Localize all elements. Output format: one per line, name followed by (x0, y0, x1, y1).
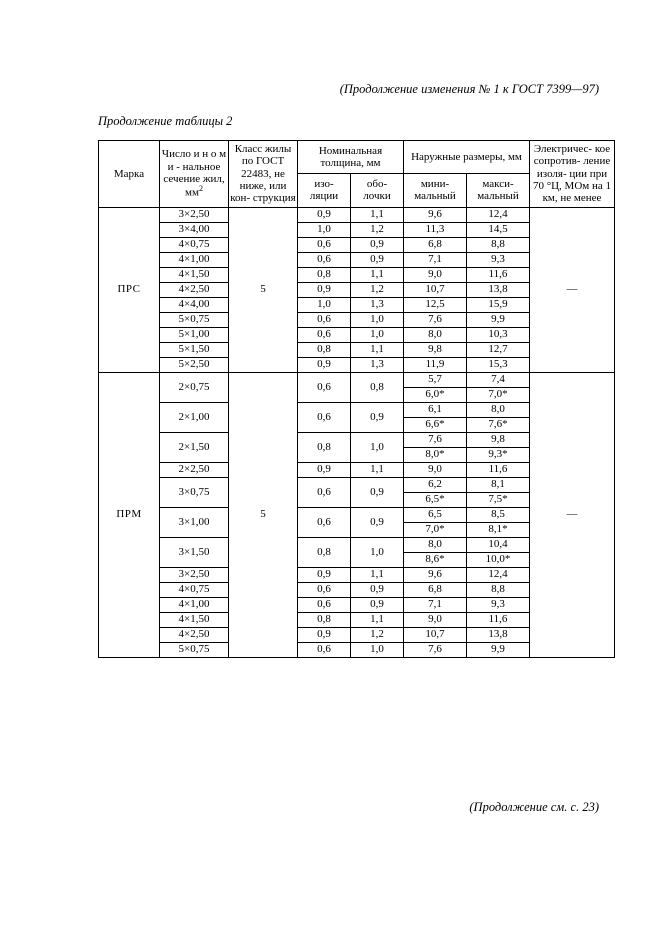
cell-size: 2×2,50 (160, 462, 229, 477)
cell-size: 3×1,50 (160, 537, 229, 567)
column-header-outer-size: Наружные размеры, мм (404, 141, 530, 174)
cell-min-size: 6,5 (404, 507, 467, 522)
cell-min-size-alt: 7,0* (404, 522, 467, 537)
column-header-chislo-sup: 2 (198, 184, 203, 194)
cell-insulation-thickness: 0,6 (298, 237, 351, 252)
cell-size: 4×1,00 (160, 252, 229, 267)
cell-sheath-thickness: 0,8 (351, 372, 404, 402)
cell-insulation-thickness: 0,6 (298, 507, 351, 537)
cell-electrical-resistance: — (530, 372, 615, 657)
cell-min-size: 11,9 (404, 357, 467, 372)
cell-size: 3×4,00 (160, 222, 229, 237)
cell-insulation-thickness: 0,6 (298, 402, 351, 432)
cell-max-size: 12,4 (467, 207, 530, 222)
cell-sheath-thickness: 1,1 (351, 612, 404, 627)
cell-size: 5×2,50 (160, 357, 229, 372)
cell-brand: ПРС (99, 207, 160, 372)
cell-min-size: 7,1 (404, 252, 467, 267)
page-footer-note: (Продолжение см. с. 23) (469, 800, 599, 814)
cell-insulation-thickness: 0,9 (298, 462, 351, 477)
cell-sheath-thickness: 0,9 (351, 582, 404, 597)
column-header-insulation: изо- ляции (298, 174, 351, 207)
cell-electrical-resistance: — (530, 207, 615, 372)
cell-min-size: 7,6 (404, 432, 467, 447)
cell-min-size: 9,0 (404, 462, 467, 477)
cell-min-size: 9,0 (404, 612, 467, 627)
cell-max-size: 8,0 (467, 402, 530, 417)
cell-size: 4×1,00 (160, 597, 229, 612)
cell-max-size: 14,5 (467, 222, 530, 237)
cell-max-size: 12,4 (467, 567, 530, 582)
cell-max-size-alt: 10,0* (467, 552, 530, 567)
column-header-chislo (160, 141, 229, 208)
cell-size: 2×1,50 (160, 432, 229, 462)
column-header-sheath: обо- лочки (351, 174, 404, 207)
table-header (99, 141, 615, 208)
cell-insulation-thickness: 0,6 (298, 252, 351, 267)
cell-min-size: 10,7 (404, 282, 467, 297)
cell-max-size: 10,4 (467, 537, 530, 552)
cell-klass: 5 (229, 372, 298, 657)
cell-min-size: 8,0 (404, 537, 467, 552)
cell-min-size: 9,8 (404, 342, 467, 357)
cell-sheath-thickness: 1,1 (351, 207, 404, 222)
cell-insulation-thickness: 0,9 (298, 567, 351, 582)
cell-min-size: 7,6 (404, 312, 467, 327)
cell-size: 4×4,00 (160, 297, 229, 312)
cell-max-size-alt: 7,0* (467, 387, 530, 402)
column-header-klass: Класс жилы по ГОСТ 22483, не ниже, или кон- струкция (229, 141, 298, 208)
cell-max-size: 9,8 (467, 432, 530, 447)
cell-insulation-thickness: 0,9 (298, 282, 351, 297)
cell-klass: 5 (229, 207, 298, 372)
cell-min-size-alt: 6,0* (404, 387, 467, 402)
cell-max-size: 10,3 (467, 327, 530, 342)
cell-max-size-alt: 7,6* (467, 417, 530, 432)
cell-brand: ПРМ (99, 372, 160, 657)
cell-sheath-thickness: 0,9 (351, 252, 404, 267)
cell-max-size: 15,9 (467, 297, 530, 312)
column-header-min: мини- мальный (404, 174, 467, 207)
cell-min-size: 9,0 (404, 267, 467, 282)
column-header-nominal-thickness: Номинальная толщина, мм (298, 141, 404, 174)
cell-max-size: 13,8 (467, 282, 530, 297)
cell-min-size: 6,8 (404, 582, 467, 597)
cell-max-size: 11,6 (467, 462, 530, 477)
cell-max-size: 9,3 (467, 252, 530, 267)
cell-max-size: 15,3 (467, 357, 530, 372)
cell-sheath-thickness: 1,1 (351, 267, 404, 282)
table-row (99, 372, 615, 387)
cell-max-size: 8,8 (467, 237, 530, 252)
cell-size: 5×1,00 (160, 327, 229, 342)
cell-max-size-alt: 9,3* (467, 447, 530, 462)
cell-max-size: 12,7 (467, 342, 530, 357)
cell-min-size: 6,8 (404, 237, 467, 252)
cell-max-size: 13,8 (467, 627, 530, 642)
cell-size: 5×0,75 (160, 642, 229, 657)
cell-insulation-thickness: 0,8 (298, 432, 351, 462)
cell-max-size: 9,3 (467, 597, 530, 612)
cell-max-size-alt: 7,5* (467, 492, 530, 507)
cell-min-size: 5,7 (404, 372, 467, 387)
cell-insulation-thickness: 0,8 (298, 267, 351, 282)
cell-size: 3×0,75 (160, 477, 229, 507)
cell-sheath-thickness: 1,2 (351, 627, 404, 642)
cell-sheath-thickness: 1,0 (351, 537, 404, 567)
cell-insulation-thickness: 0,6 (298, 597, 351, 612)
cell-sheath-thickness: 1,2 (351, 222, 404, 237)
cell-sheath-thickness: 1,0 (351, 642, 404, 657)
cell-min-size: 11,3 (404, 222, 467, 237)
cell-min-size: 6,1 (404, 402, 467, 417)
cell-insulation-thickness: 1,0 (298, 297, 351, 312)
column-header-chislo-text: Число и н о м и - нальное сечение жил, мм (161, 148, 227, 199)
cell-sheath-thickness: 0,9 (351, 402, 404, 432)
cell-sheath-thickness: 1,1 (351, 342, 404, 357)
cell-sheath-thickness: 1,1 (351, 567, 404, 582)
column-header-electrical-resistance: Электричес- кое сопротив- ление изоля- ции при 70 °Ц, МОм на 1 км, не менее (530, 141, 615, 208)
cell-insulation-thickness: 0,9 (298, 207, 351, 222)
cell-min-size: 7,1 (404, 597, 467, 612)
cell-max-size: 9,9 (467, 642, 530, 657)
cell-size: 3×2,50 (160, 567, 229, 582)
cell-size: 5×0,75 (160, 312, 229, 327)
column-header-marka: Марка (99, 141, 160, 208)
cell-min-size: 9,6 (404, 207, 467, 222)
cell-insulation-thickness: 0,6 (298, 372, 351, 402)
cell-size: 4×2,50 (160, 282, 229, 297)
cell-max-size: 8,5 (467, 507, 530, 522)
cell-min-size: 9,6 (404, 567, 467, 582)
cell-min-size-alt: 6,6* (404, 417, 467, 432)
cell-sheath-thickness: 1,1 (351, 462, 404, 477)
cell-insulation-thickness: 0,6 (298, 327, 351, 342)
cell-min-size: 7,6 (404, 642, 467, 657)
cell-insulation-thickness: 0,8 (298, 342, 351, 357)
table-body (99, 207, 615, 657)
cell-max-size: 7,4 (467, 372, 530, 387)
cell-insulation-thickness: 0,6 (298, 582, 351, 597)
cell-min-size-alt: 6,5* (404, 492, 467, 507)
cell-size: 3×1,00 (160, 507, 229, 537)
cell-max-size: 9,9 (467, 312, 530, 327)
cell-insulation-thickness: 0,6 (298, 642, 351, 657)
cell-size: 4×2,50 (160, 627, 229, 642)
cell-insulation-thickness: 1,0 (298, 222, 351, 237)
cell-min-size: 12,5 (404, 297, 467, 312)
page-header-note: (Продолжение изменения № 1 к ГОСТ 7399—97) (339, 82, 599, 96)
cell-max-size: 11,6 (467, 612, 530, 627)
cell-sheath-thickness: 1,0 (351, 327, 404, 342)
cell-min-size-alt: 8,6* (404, 552, 467, 567)
cell-size: 5×1,50 (160, 342, 229, 357)
table-caption: Продолжение таблицы 2 (98, 114, 233, 128)
table-row (99, 207, 615, 222)
cell-size: 4×1,50 (160, 612, 229, 627)
cell-size: 2×0,75 (160, 372, 229, 402)
column-header-max: макси- мальный (467, 174, 530, 207)
cell-min-size: 10,7 (404, 627, 467, 642)
cell-insulation-thickness: 0,6 (298, 477, 351, 507)
cell-insulation-thickness: 0,8 (298, 537, 351, 567)
cell-size: 4×0,75 (160, 582, 229, 597)
cell-sheath-thickness: 1,2 (351, 282, 404, 297)
cell-insulation-thickness: 0,9 (298, 627, 351, 642)
cell-size: 2×1,00 (160, 402, 229, 432)
cell-size: 3×2,50 (160, 207, 229, 222)
cell-size: 4×1,50 (160, 267, 229, 282)
cell-min-size: 8,0 (404, 327, 467, 342)
cell-size: 4×0,75 (160, 237, 229, 252)
cell-sheath-thickness: 0,9 (351, 507, 404, 537)
cell-insulation-thickness: 0,6 (298, 312, 351, 327)
cell-min-size-alt: 8,0* (404, 447, 467, 462)
cell-insulation-thickness: 0,8 (298, 612, 351, 627)
cell-max-size-alt: 8,1* (467, 522, 530, 537)
cell-sheath-thickness: 0,9 (351, 597, 404, 612)
cell-insulation-thickness: 0,9 (298, 357, 351, 372)
cell-max-size: 8,1 (467, 477, 530, 492)
cell-sheath-thickness: 0,9 (351, 477, 404, 507)
cell-max-size: 8,8 (467, 582, 530, 597)
cell-sheath-thickness: 1,3 (351, 357, 404, 372)
table-header-row-1 (99, 141, 615, 174)
cell-min-size: 6,2 (404, 477, 467, 492)
cell-sheath-thickness: 1,3 (351, 297, 404, 312)
cell-max-size: 11,6 (467, 267, 530, 282)
cell-sheath-thickness: 1,0 (351, 432, 404, 462)
cell-sheath-thickness: 1,0 (351, 312, 404, 327)
cell-sheath-thickness: 0,9 (351, 237, 404, 252)
specification-table (98, 140, 615, 658)
